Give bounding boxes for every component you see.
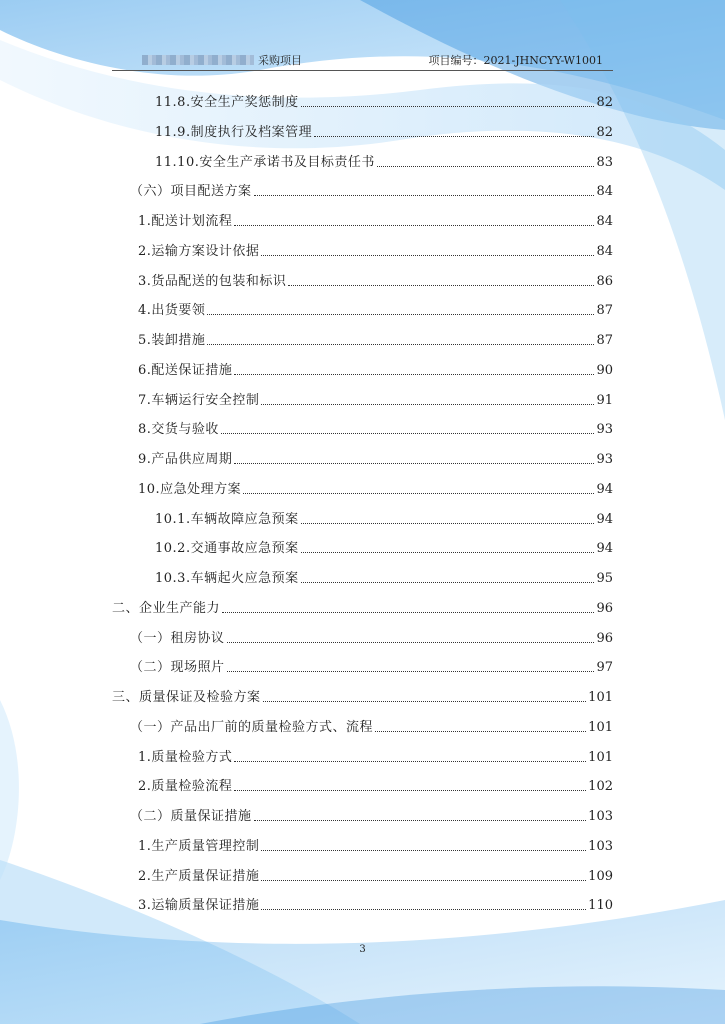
toc-entry[interactable]: [138, 240, 613, 260]
toc-entry-page: 94: [596, 541, 613, 557]
toc-entry[interactable]: [138, 210, 613, 230]
toc-leader-dots: [301, 106, 595, 107]
toc-entry-page: 101: [588, 749, 613, 765]
toc-entry-title: 2.质量检验流程: [138, 779, 233, 795]
toc-entry-title: 4.出货要领: [138, 303, 206, 319]
toc-leader-dots: [375, 731, 586, 732]
toc-leader-dots: [243, 493, 594, 494]
toc-entry-page: 84: [596, 214, 613, 229]
toc-entry-title: 11.9.制度执行及档案管理: [155, 124, 313, 140]
toc-entry-title: 11.10.安全生产承诺书及目标责任书: [155, 154, 375, 170]
toc-entry-page: 87: [596, 303, 613, 319]
toc-entry-title: （二）现场照片: [130, 660, 225, 676]
redacted-text: [142, 55, 254, 65]
toc-entry-page: 83: [596, 154, 613, 170]
toc-entry[interactable]: [155, 91, 613, 111]
toc-leader-dots: [261, 850, 586, 851]
toc-entry-page: 93: [596, 422, 613, 438]
toc-entry-title: 5.装卸措施: [138, 333, 206, 348]
toc-entry[interactable]: [130, 716, 613, 736]
toc-leader-dots: [234, 225, 594, 226]
toc-entry[interactable]: [130, 805, 613, 825]
toc-entry-title: 6.配送保证措施: [138, 362, 233, 378]
toc-leader-dots: [261, 404, 594, 405]
toc-leader-dots: [207, 314, 594, 315]
toc-entry-page: 91: [596, 392, 613, 408]
toc-entry-title: 7.车辆运行安全控制: [138, 392, 260, 408]
toc-entry-title: 8.交货与验收: [138, 422, 219, 438]
toc-entry-page: 87: [596, 333, 613, 348]
toc-entry-title: （六）项目配送方案: [130, 184, 252, 200]
toc-entry-page: 86: [596, 273, 613, 289]
toc-leader-dots: [314, 136, 594, 137]
toc-entry[interactable]: [155, 121, 613, 141]
toc-leader-dots: [301, 582, 595, 583]
toc-leader-dots: [261, 909, 586, 910]
toc-entry[interactable]: [130, 627, 613, 647]
toc-entry-page: 82: [596, 124, 613, 140]
toc-entry-title: 3.运输质量保证措施: [138, 898, 260, 914]
toc-leader-dots: [254, 820, 587, 821]
toc-entry[interactable]: [138, 448, 613, 468]
toc-leader-dots: [227, 642, 595, 643]
toc-entry-page: 110: [588, 898, 613, 914]
toc-entry[interactable]: [130, 656, 613, 676]
toc-entry-title: （一）租房协议: [130, 630, 225, 646]
header-project-label: 采购项目: [258, 54, 302, 67]
toc-entry-page: 103: [588, 809, 613, 824]
toc-entry-page: 93: [596, 452, 613, 467]
toc-entry-title: 三、质量保证及检验方案: [112, 690, 261, 705]
page-header: [112, 44, 613, 71]
toc-entry-title: 10.1.车辆故障应急预案: [155, 511, 299, 527]
toc-entry-page: 94: [596, 481, 613, 497]
toc-entry[interactable]: [112, 597, 613, 617]
toc-entry-title: 1.配送计划流程: [138, 214, 233, 229]
toc-entry-page: 109: [588, 868, 613, 884]
toc-entry-page: 90: [596, 362, 613, 378]
toc-entry[interactable]: [155, 567, 613, 587]
toc-entry-page: 102: [588, 779, 613, 795]
toc-entry-title: （一）产品出厂前的质量检验方式、流程: [130, 719, 374, 735]
toc-entry-title: 二、企业生产能力: [112, 600, 221, 616]
toc-entry[interactable]: [138, 865, 613, 885]
toc-leader-dots: [221, 433, 595, 434]
toc-entry-page: 101: [588, 719, 613, 735]
toc-leader-dots: [254, 195, 595, 196]
toc-entry[interactable]: [138, 746, 613, 766]
toc-entry[interactable]: [138, 478, 613, 498]
toc-entry-page: 84: [596, 243, 613, 259]
toc-entry[interactable]: [155, 151, 613, 171]
toc-entry[interactable]: [112, 686, 613, 706]
toc-entry-title: （二）质量保证措施: [130, 809, 252, 824]
toc-entry-page: 101: [588, 690, 613, 705]
toc-entry-title: 2.生产质量保证措施: [138, 868, 260, 884]
toc-entry-title: 9.产品供应周期: [138, 452, 233, 467]
toc-entry[interactable]: [138, 299, 613, 319]
toc-leader-dots: [261, 255, 594, 256]
toc-leader-dots: [207, 344, 594, 345]
toc-entry-title: 10.3.车辆起火应急预案: [155, 571, 299, 586]
toc-leader-dots: [263, 701, 587, 702]
toc-entry-page: 103: [588, 838, 613, 854]
toc-entry-title: 2.运输方案设计依据: [138, 243, 260, 259]
toc-entry-page: 82: [596, 95, 613, 110]
toc-entry[interactable]: [138, 359, 613, 379]
toc-entry[interactable]: [138, 775, 613, 795]
toc-leader-dots: [234, 463, 594, 464]
toc-leader-dots: [261, 880, 586, 881]
toc-entry-page: 97: [596, 660, 613, 676]
toc-entry-title: 10.应急处理方案: [138, 481, 242, 497]
toc-leader-dots: [222, 612, 594, 613]
toc-entry[interactable]: [155, 508, 613, 528]
toc-leader-dots: [377, 166, 595, 167]
toc-entry[interactable]: [138, 389, 613, 409]
toc-leader-dots: [227, 671, 595, 672]
toc-entry-page: 96: [596, 630, 613, 646]
toc-leader-dots: [234, 761, 586, 762]
toc-entry-page: 96: [596, 600, 613, 616]
toc-entry-title: 1.生产质量管理控制: [138, 838, 260, 854]
toc-entry-page: 94: [596, 511, 613, 527]
toc-entry-title: 3.货品配送的包装和标识: [138, 273, 287, 289]
toc-entry-title: 1.质量检验方式: [138, 749, 233, 765]
toc-entry[interactable]: [138, 835, 613, 855]
toc-entry-title: 10.2.交通事故应急预案: [155, 541, 299, 557]
toc-leader-dots: [288, 285, 594, 286]
header-project-number: 项目编号：2021-JHNCYY-W1001: [428, 54, 603, 67]
toc-leader-dots: [234, 790, 586, 791]
toc-entry-page: 95: [596, 571, 613, 586]
toc-entry[interactable]: [138, 418, 613, 438]
toc-leader-dots: [301, 523, 595, 524]
toc-entry[interactable]: [138, 270, 613, 290]
toc-entry-page: 84: [596, 184, 613, 200]
toc-leader-dots: [301, 552, 595, 553]
toc-entry[interactable]: [138, 329, 613, 349]
toc-entry[interactable]: [130, 180, 613, 200]
header-left: [142, 52, 302, 68]
toc-entry-title: 11.8.安全生产奖惩制度: [155, 95, 299, 110]
toc-entry[interactable]: [155, 537, 613, 557]
toc-entry[interactable]: [138, 894, 613, 914]
toc-leader-dots: [234, 374, 594, 375]
page-number: 3: [359, 944, 366, 955]
